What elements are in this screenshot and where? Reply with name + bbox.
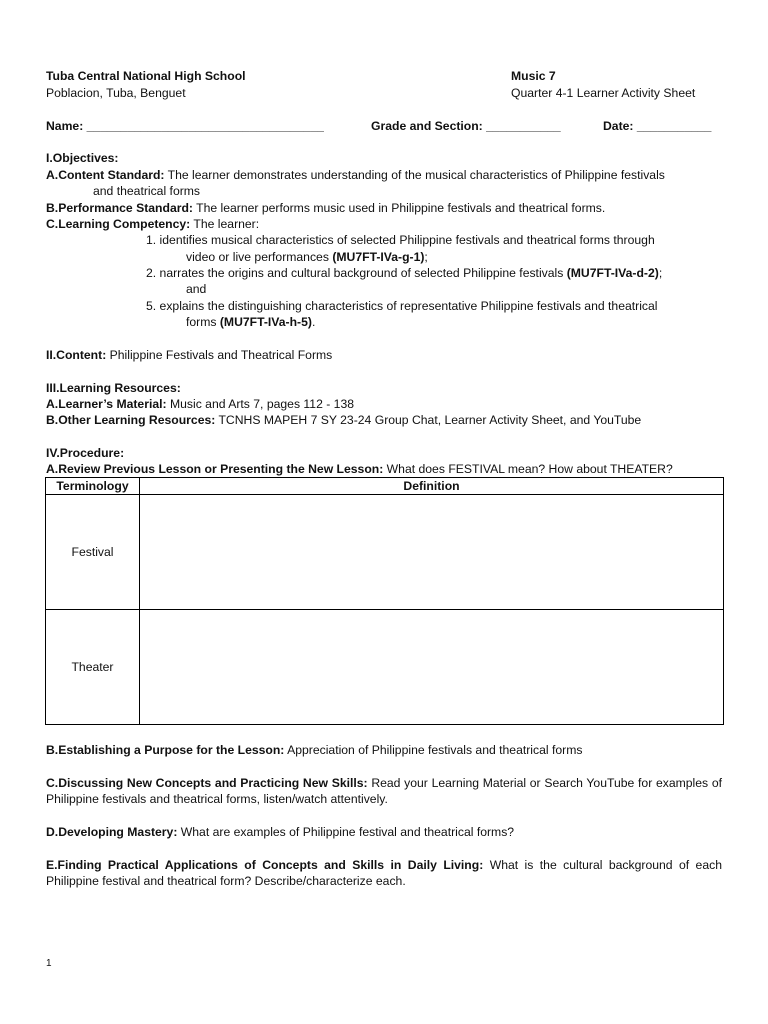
terminology-table — [45, 477, 724, 725]
resources-heading: III.Learning Resources: — [46, 381, 181, 395]
grade-section-label: Grade and Section: — [371, 119, 483, 133]
procedure-heading: IV.Procedure: — [46, 446, 125, 460]
procedure-purpose: B.Establishing a Purpose for the Lesson: Appreciation of Philippine festivals and theatrical forms — [46, 743, 583, 757]
procedure-applications: E.Finding Practical Applications of Concepts and Skills in Daily Living: What is the cultural background of each Philippine festival and theatrical form? Describe/characterize each. — [46, 858, 722, 889]
subject-title: Music 7 — [511, 69, 556, 83]
date-field[interactable] — [603, 118, 711, 134]
definition-cell[interactable] — [140, 610, 724, 725]
name-field[interactable] — [46, 118, 324, 134]
table-header-row — [46, 478, 724, 495]
terminology-header: Terminology — [46, 478, 140, 495]
other-resources: B.Other Learning Resources: TCNHS MAPEH 7 SY 23-24 Group Chat, Learner Activity Sheet, and YouTube — [46, 413, 642, 427]
name-label: Name: — [46, 119, 84, 133]
page-number: 1 — [46, 958, 52, 969]
definition-header: Definition — [140, 478, 724, 495]
content-standard-cont: and theatrical forms — [93, 184, 201, 198]
competency-item-cont: video or live performances (MU7FT-IVa-g-1); — [186, 250, 428, 264]
school-address: Poblacion, Tuba, Benguet — [46, 86, 186, 100]
table-row — [46, 610, 724, 725]
grade-section-blank[interactable]: ___________ — [486, 119, 561, 133]
term-cell: Festival — [46, 495, 140, 610]
school-name: Tuba Central National High School — [46, 69, 246, 83]
learners-material: A.Learner’s Material: Music and Arts 7, pages 112 - 138 — [46, 397, 355, 411]
sheet-title: Quarter 4-1 Learner Activity Sheet — [511, 86, 696, 100]
learning-competency: C.Learning Competency: The learner: — [46, 217, 260, 231]
name-blank[interactable]: ___________________________________ — [86, 119, 324, 133]
objectives-heading: I.Objectives: — [46, 151, 119, 165]
procedure-mastery: D.Developing Mastery: What are examples of Philippine festival and theatrical forms? — [46, 825, 515, 839]
performance-standard: B.Performance Standard: The learner performs music used in Philippine festivals and theatrical forms. — [46, 201, 606, 215]
term-cell: Theater — [46, 610, 140, 725]
grade-section-field[interactable] — [371, 118, 561, 134]
competency-item: 5. explains the distinguishing characteristics of representative Philippine festivals and theatrical — [146, 299, 658, 313]
date-label: Date: — [603, 119, 634, 133]
content-standard: A.Content Standard: The learner demonstrates understanding of the musical characteristics of Philippine festivals — [46, 168, 665, 182]
competency-item: 2. narrates the origins and cultural background of selected Philippine festivals (MU7FT-IVa-d-2); — [146, 266, 663, 280]
definition-cell[interactable] — [140, 495, 724, 610]
procedure-discussing: C.Discussing New Concepts and Practicing New Skills: Read your Learning Material or Search YouTube for examples of Philippine festivals and theatrical forms, listen/watch attentively. — [46, 776, 722, 807]
procedure-review: A.Review Previous Lesson or Presenting the New Lesson: What does FESTIVAL mean? How about THEATER? — [46, 462, 673, 476]
competency-item-cont: forms (MU7FT-IVa-h-5). — [186, 315, 316, 329]
table-row — [46, 495, 724, 610]
competency-item: 1. identifies musical characteristics of selected Philippine festivals and theatrical forms through — [146, 233, 655, 247]
content-section: II.Content: Philippine Festivals and Theatrical Forms — [46, 348, 333, 362]
competency-item-cont: and — [186, 282, 207, 296]
date-blank[interactable]: ___________ — [636, 119, 712, 133]
